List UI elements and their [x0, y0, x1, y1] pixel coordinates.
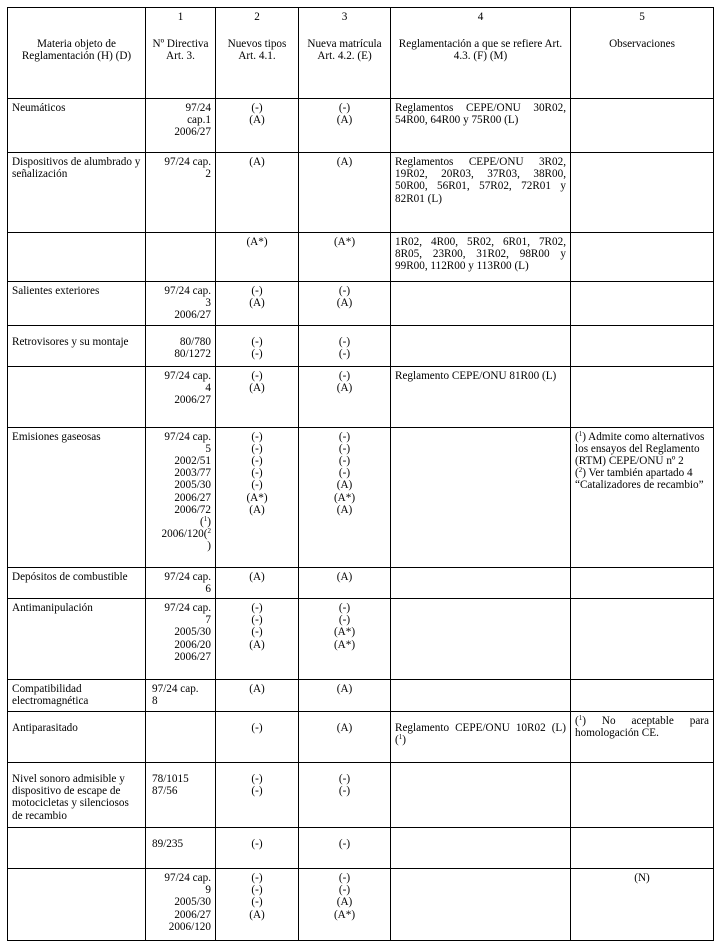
table-row: [8, 366, 714, 427]
observaciones-cell: [571, 567, 714, 598]
reglamentacion-cell: Reglamento CEPE/ONU 10R02 (L) ($^1$): [391, 712, 571, 763]
observaciones-cell: [571, 680, 714, 712]
materia-cell: Nivel sonoro admisible y dispositivo de escape de motocicletas y silenciosos de recambio: [8, 763, 146, 828]
table-row: [8, 828, 714, 869]
table-row: [8, 599, 714, 680]
nueva-matricula-cell: (A*): [299, 233, 391, 282]
observaciones-cell: [571, 763, 714, 828]
observaciones-cell: ($^1$) Admite como alternativos los ensayos del Reglamento (RTM) CEPE/ONU nº 2 ($^2$) Ver también apartado 4 “Catalizadores de recambio”: [571, 427, 714, 567]
reglamentacion-cell: [391, 869, 571, 941]
table-row: [8, 869, 714, 941]
directiva-cell: 97/24 cap. 6: [146, 567, 216, 598]
observaciones-cell: [571, 282, 714, 326]
nuevos-tipos-cell: (A): [216, 680, 299, 712]
table-row: [8, 325, 714, 366]
directiva-cell: 97/24 cap. 9 2005/30 2006/27 2006/120: [146, 869, 216, 941]
nueva-matricula-cell: (-) (A): [299, 282, 391, 326]
nuevos-tipos-cell: (-): [216, 828, 299, 869]
reglamentacion-cell: [391, 763, 571, 828]
table-row: [8, 567, 714, 598]
nuevos-tipos-cell: (A): [216, 567, 299, 598]
directiva-cell: 97/24 cap. 2: [146, 153, 216, 233]
nueva-matricula-cell: (-) (A): [299, 99, 391, 153]
reglamentacion-cell: [391, 680, 571, 712]
header-nueva-matricula: 3 Nueva matrícula Art. 4.2. (E): [299, 8, 391, 99]
directiva-cell: [146, 712, 216, 763]
header-directiva: 1 Nº Directiva Art. 3.: [146, 8, 216, 99]
reglamentacion-cell: [391, 325, 571, 366]
materia-cell: [8, 233, 146, 282]
observaciones-cell: [571, 99, 714, 153]
table-row: [8, 233, 714, 282]
nuevos-tipos-cell: (-) (-) (-) (A): [216, 869, 299, 941]
directiva-cell: 97/24 cap. 4 2006/27: [146, 366, 216, 427]
observaciones-cell: [571, 828, 714, 869]
directiva-cell: 89/235: [146, 828, 216, 869]
materia-cell: [8, 869, 146, 941]
nuevos-tipos-cell: (-): [216, 712, 299, 763]
reglamentacion-cell: [391, 599, 571, 680]
directiva-cell: 97/24 cap.1 2006/27: [146, 99, 216, 153]
reglamentacion-cell: [391, 282, 571, 326]
regulation-table: [7, 7, 714, 941]
nueva-matricula-cell: (A): [299, 567, 391, 598]
directiva-cell: 97/24 cap. 8: [146, 680, 216, 712]
observaciones-cell: [571, 325, 714, 366]
materia-cell: [8, 366, 146, 427]
observaciones-cell: ($^1$) No aceptable para homologación CE.: [571, 712, 714, 763]
materia-cell: Dispositivos de alumbrado y señalización: [8, 153, 146, 233]
nueva-matricula-cell: (-) (-) (-) (-) (A) (A*) (A): [299, 427, 391, 567]
materia-cell: [8, 828, 146, 869]
header-materia: Materia objeto de Reglamentación (H) (D): [8, 8, 146, 99]
observaciones-cell: (N): [571, 869, 714, 941]
header-observaciones: 5 Observaciones: [571, 8, 714, 99]
reglamentacion-cell: [391, 567, 571, 598]
materia-cell: Emisiones gaseosas: [8, 427, 146, 567]
table-row: [8, 282, 714, 326]
directiva-cell: 97/24 cap. 5 2002/51 2003/77 2005/30 2006/27 2006/72 ($^1$) 2006/120($^2$ ): [146, 427, 216, 567]
nueva-matricula-cell: (A): [299, 153, 391, 233]
observaciones-cell: [571, 153, 714, 233]
table-row: [8, 99, 714, 153]
reglamentacion-cell: [391, 828, 571, 869]
directiva-cell: [146, 233, 216, 282]
nuevos-tipos-cell: (A*): [216, 233, 299, 282]
reglamentacion-cell: Reglamentos CEPE/ONU 30R02, 54R00, 64R00 y 75R00 (L): [391, 99, 571, 153]
table-row: [8, 153, 714, 233]
table-row: [8, 680, 714, 712]
directiva-cell: 78/1015 87/56: [146, 763, 216, 828]
nueva-matricula-cell: (A): [299, 712, 391, 763]
nuevos-tipos-cell: (-) (-): [216, 325, 299, 366]
nueva-matricula-cell: (-): [299, 828, 391, 869]
nuevos-tipos-cell: (-) (A): [216, 366, 299, 427]
directiva-cell: 80/780 80/1272: [146, 325, 216, 366]
reglamentacion-cell: [391, 427, 571, 567]
nueva-matricula-cell: (A): [299, 680, 391, 712]
header-nuevos-tipos: 2 Nuevos tipos Art. 4.1.: [216, 8, 299, 99]
nueva-matricula-cell: (-) (A): [299, 366, 391, 427]
observaciones-cell: [571, 366, 714, 427]
nueva-matricula-cell: (-) (-): [299, 763, 391, 828]
nuevos-tipos-cell: (A): [216, 153, 299, 233]
materia-cell: Compatibilidad electromagnética: [8, 680, 146, 712]
observaciones-cell: [571, 599, 714, 680]
observaciones-cell: [571, 233, 714, 282]
materia-cell: Antimanipulación: [8, 599, 146, 680]
materia-cell: Depósitos de combustible: [8, 567, 146, 598]
reglamentacion-cell: Reglamento CEPE/ONU 81R00 (L): [391, 366, 571, 427]
nuevos-tipos-cell: (-) (A): [216, 99, 299, 153]
directiva-cell: 97/24 cap. 7 2005/30 2006/20 2006/27: [146, 599, 216, 680]
table-row: [8, 712, 714, 763]
materia-cell: Salientes exteriores: [8, 282, 146, 326]
materia-cell: Antiparasitado: [8, 712, 146, 763]
nuevos-tipos-cell: (-) (A): [216, 282, 299, 326]
nueva-matricula-cell: (-) (-) (A*) (A*): [299, 599, 391, 680]
table-row: [8, 763, 714, 828]
nuevos-tipos-cell: (-) (-) (-) (A): [216, 599, 299, 680]
materia-cell: Retrovisores y su montaje: [8, 325, 146, 366]
header-row: [8, 8, 714, 99]
nuevos-tipos-cell: (-) (-): [216, 763, 299, 828]
header-reglamentacion: 4 Reglamentación a que se refiere Art. 4.3. (F) (M): [391, 8, 571, 99]
reglamentacion-cell: Reglamentos CEPE/ONU 3R02, 19R02, 20R03, 37R03, 38R00, 50R00, 56R01, 57R02, 72R01 y 82R01 (L): [391, 153, 571, 233]
nueva-matricula-cell: (-) (-): [299, 325, 391, 366]
reglamentacion-cell: 1R02, 4R00, 5R02, 6R01, 7R02, 8R05, 23R00, 31R02, 98R00 y 99R00, 112R00 y 113R00 (L): [391, 233, 571, 282]
directiva-cell: 97/24 cap. 3 2006/27: [146, 282, 216, 326]
nuevos-tipos-cell: (-) (-) (-) (-) (-) (A*) (A): [216, 427, 299, 567]
materia-cell: Neumáticos: [8, 99, 146, 153]
nueva-matricula-cell: (-) (-) (A) (A*): [299, 869, 391, 941]
table-row: [8, 427, 714, 567]
